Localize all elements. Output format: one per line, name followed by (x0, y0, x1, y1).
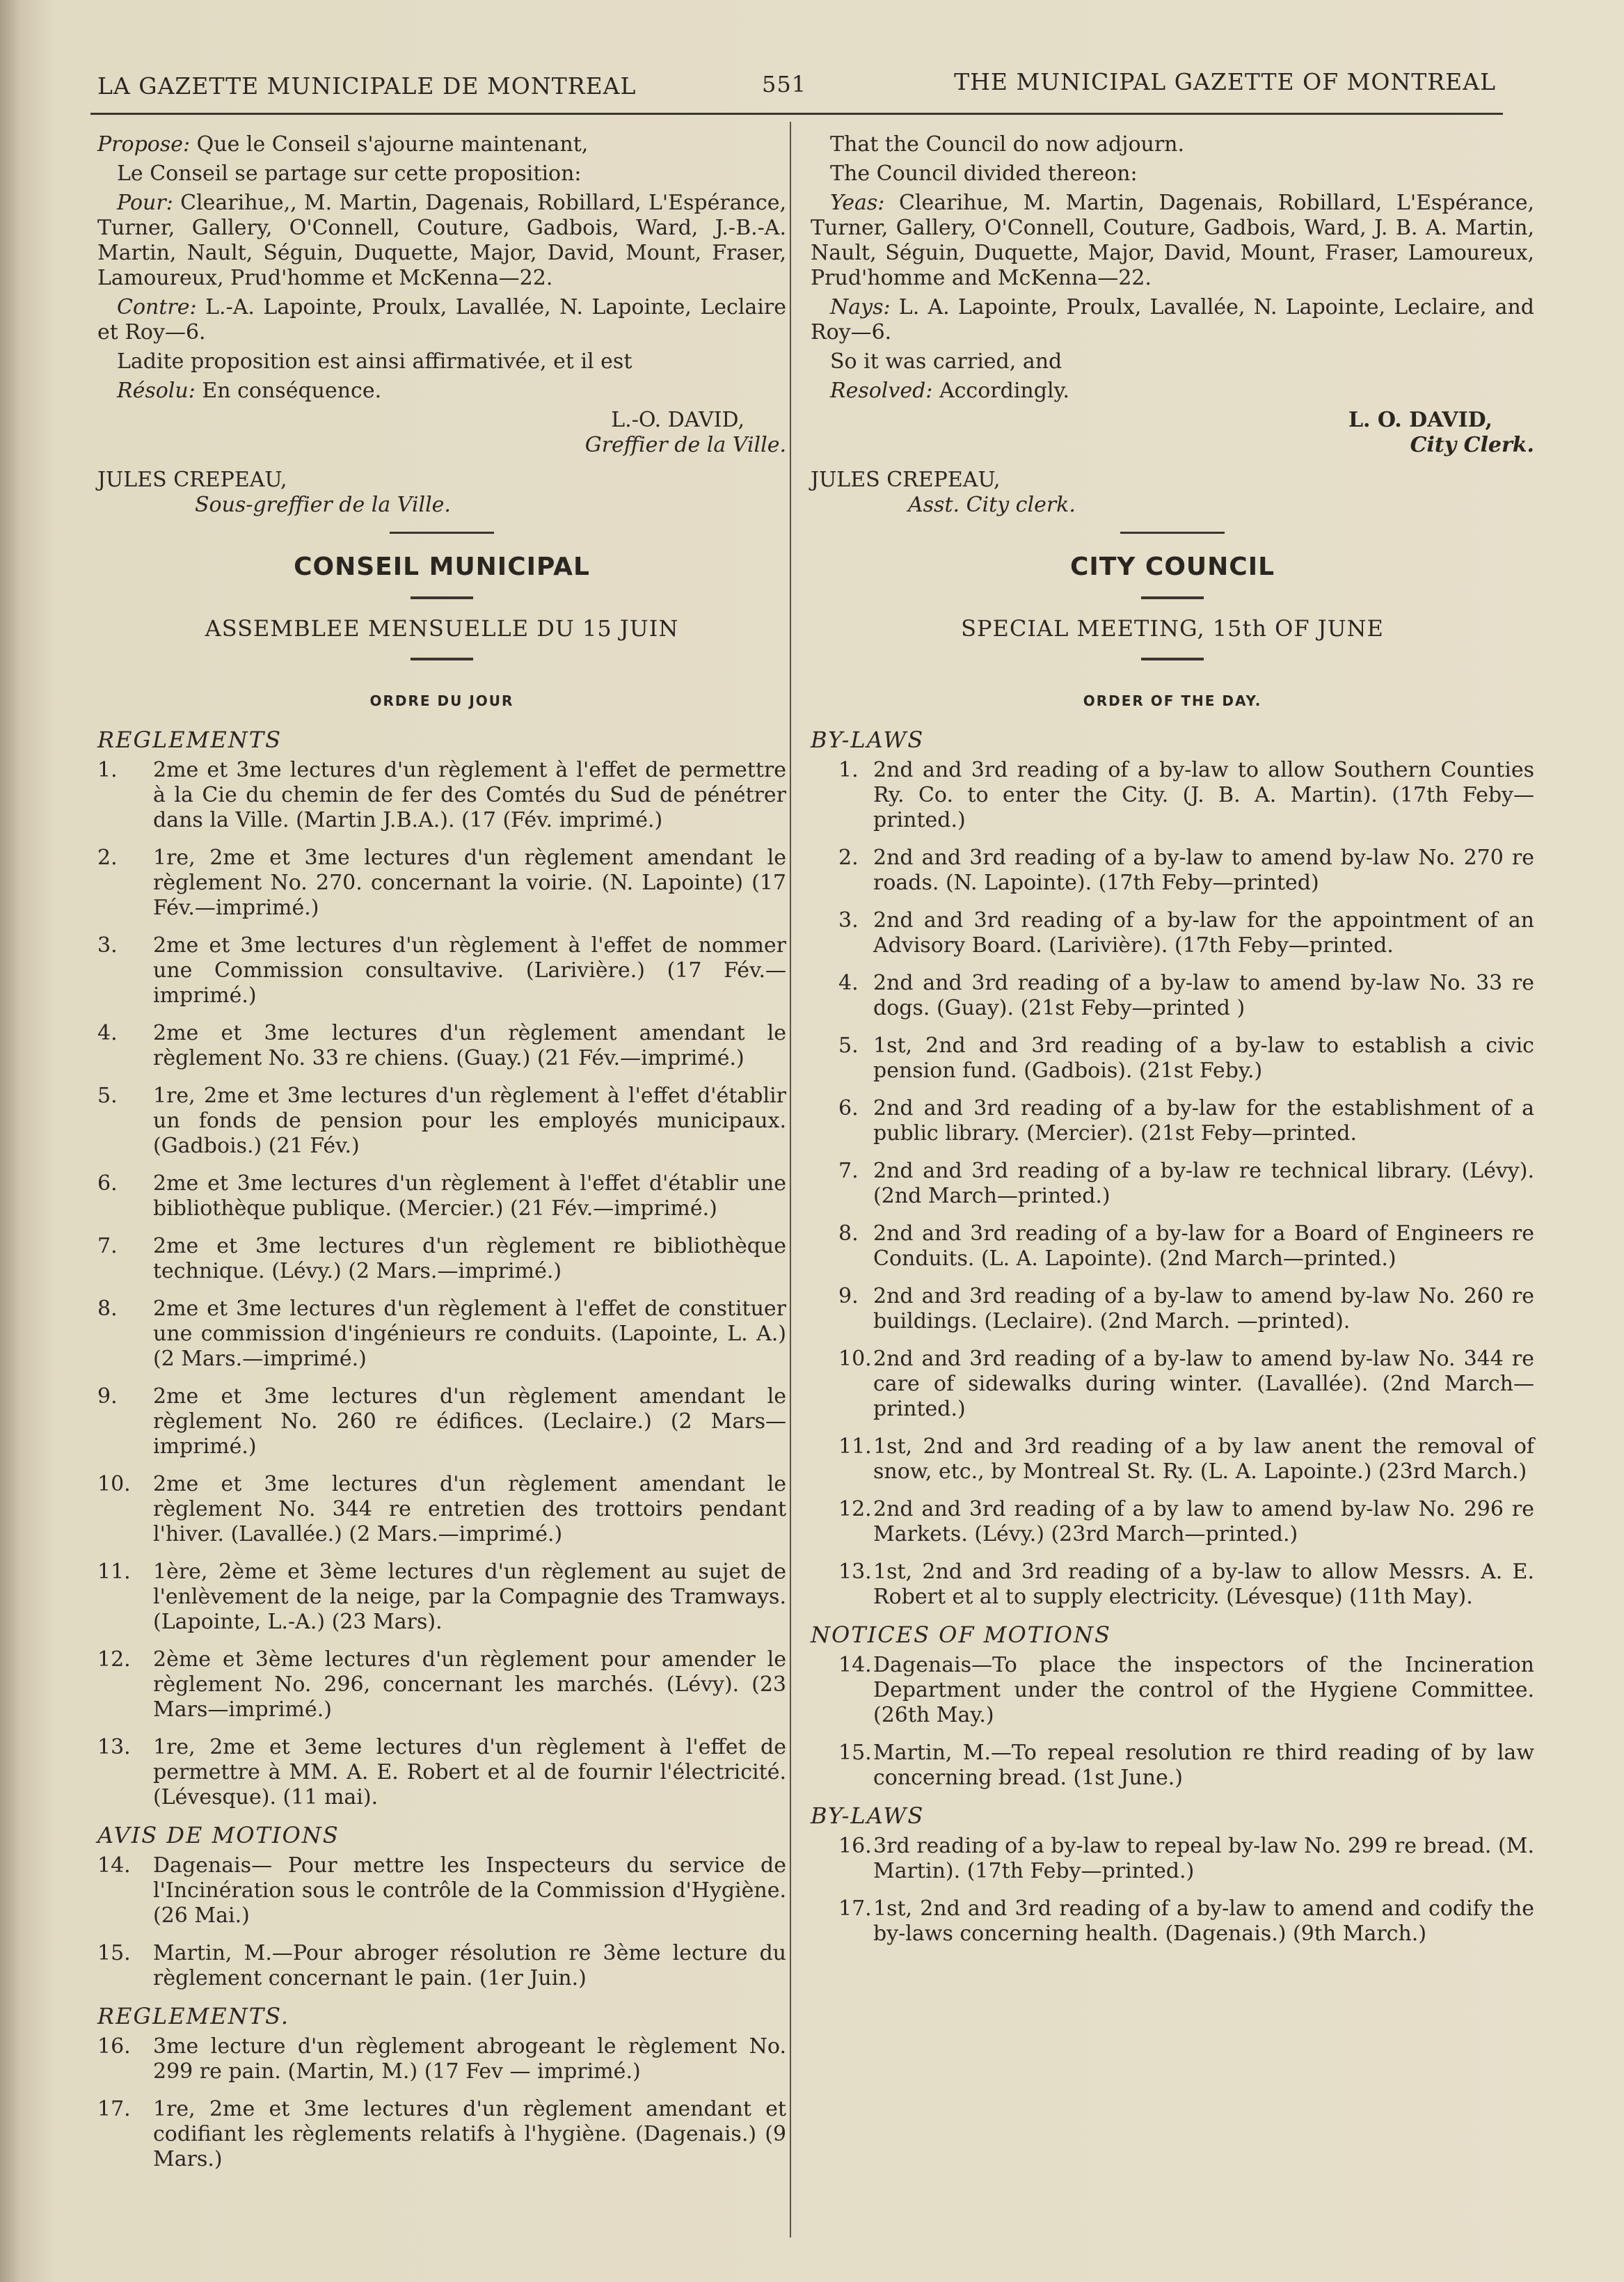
agenda-item-text: Dagenais— Pour mettre les Inspecteurs du service de l'Incinération sous le contrôle de la Commission d'Hygiène. (26 Mai.) (153, 1853, 786, 1928)
agenda-item (97, 1472, 786, 1547)
agenda-item (811, 1560, 1534, 1610)
clerk-signature-title: City Clerk. (1410, 433, 1534, 457)
agenda-item-number: 3. (97, 933, 118, 958)
agenda-item-text: 3rd reading of a by-law to repeal by-law No. 299 re bread. (M. Martin). (17th Feby—printed.) (873, 1834, 1534, 1883)
assistant-name: JULES CREPEAU, (97, 468, 287, 492)
agenda-item-text: Martin, M.—To repeal resolution re third reading of by law concerning bread. (1st June.) (873, 1741, 1534, 1790)
council-title: CONSEIL MUNICIPAL (294, 553, 590, 581)
agenda-item (97, 1647, 786, 1722)
english-column (811, 132, 1534, 1959)
agenda-item (811, 1096, 1534, 1146)
agenda-item-number: 12. (838, 1497, 872, 1521)
header-title-en: THE MUNICIPAL GAZETTE OF MONTREAL (954, 68, 1496, 95)
agenda-item-text: 1st, 2nd and 3rd reading of a by-law to amend and codify the by-laws concerning health. (Dagenais.) (9th March.) (873, 1896, 1534, 1946)
subtitle-rule (411, 658, 473, 660)
agenda-item (811, 1033, 1534, 1084)
agenda-item-text: 2nd and 3rd reading of a by-law re technical library. (Lévy). (2nd March—printed.) (873, 1159, 1534, 1208)
agenda-item-number: 17. (838, 1896, 872, 1921)
section-heading: NOTICES OF MOTIONS (811, 1622, 1111, 1648)
meeting-subtitle: SPECIAL MEETING, 15th OF JUNE (961, 615, 1384, 642)
agenda-item-text: 1re, 2me et 3me lectures d'un règlement amendant le règlement No. 270. concernant la voirie. (N. Lapointe) (17 Fév.—imprimé.) (153, 846, 786, 920)
section-heading: BY-LAWS (811, 727, 925, 753)
agenda-item-number: 14. (97, 1853, 131, 1878)
agenda-item-text: 1st, 2nd and 3rd reading of a by-law to allow Messrs. A. E. Robert et al to supply electricity. (Lévesque) (11th May). (873, 1560, 1534, 1609)
order-of-day: ORDRE DU JOUR (369, 692, 514, 709)
agenda-item (97, 2097, 786, 2172)
agenda-item (97, 1171, 786, 1221)
agenda-item (811, 1434, 1534, 1484)
header-title-fr: LA GAZETTE MUNICIPALE DE MONTREAL (97, 72, 637, 100)
intro-paragraph: Propose: Que le Conseil s'ajourne maintenant, (97, 132, 589, 157)
section-heading: REGLEMENTS (97, 727, 282, 753)
order-of-day: ORDER OF THE DAY. (1083, 692, 1262, 709)
agenda-item (97, 1735, 786, 1810)
agenda-item (811, 1896, 1534, 1947)
intro-paragraph: Resolved: Accordingly. (830, 379, 1070, 403)
agenda-item (97, 758, 786, 833)
french-column (97, 132, 786, 2185)
agenda-item (811, 1741, 1534, 1791)
agenda-item (811, 758, 1534, 833)
clerk-signature-name: L.-O. DAVID, (611, 408, 745, 432)
intro-paragraph: That the Council do now adjourn. (830, 132, 1185, 157)
agenda-item-text: 2nd and 3rd reading of a by-law to amend by-law No. 344 re care of sidewalks during winter. (Lavallée). (2nd March—printed.) (873, 1347, 1534, 1421)
agenda-item-text: 1re, 2me et 3me lectures d'un règlement à l'effet d'établir un fonds de pension pour les employés municipaux. (Gadbois.) (21 Fév.) (153, 1084, 786, 1158)
agenda-item-number: 17. (97, 2097, 131, 2121)
intro-paragraph: So it was carried, and (830, 349, 1062, 374)
agenda-item-number: 6. (838, 1096, 859, 1120)
assistant-title: Asst. City clerk. (908, 493, 1076, 517)
agenda-item-text: 2me et 3me lectures d'un règlement à l'effet de constituer une commission d'ingénieurs re conduits. (Lapointe, L. A.) (2 Mars.—imprimé.) (153, 1297, 786, 1371)
agenda-item (97, 1021, 786, 1071)
agenda-item-text: 2me et 3me lectures d'un règlement re bibliothèque technique. (Lévy.) (2 Mars.—imprimé.) (153, 1234, 786, 1283)
assistant-title: Sous-greffier de la Ville. (195, 493, 451, 517)
agenda-item-text: 2me et 3me lectures d'un règlement à l'effet de nommer une Commission consultavive. (Larivière.) (17 Fév.—imprimé.) (153, 933, 786, 1008)
agenda-item-text: 2nd and 3rd reading of a by-law to amend by-law No. 260 re buildings. (Leclaire). (2nd March. —printed). (873, 1284, 1534, 1333)
agenda-sections (97, 727, 786, 2172)
agenda-item-number: 10. (838, 1347, 872, 1371)
intro-paragraph: Résolu: En conséquence. (117, 379, 382, 403)
agenda-item (811, 846, 1534, 896)
agenda-item-number: 11. (838, 1434, 872, 1459)
intro-paragraph: Ladite proposition est ainsi affirmativée, et il est (117, 349, 632, 374)
agenda-item-number: 15. (97, 1941, 131, 1965)
agenda-item-number: 8. (97, 1297, 118, 1321)
clerk-signature-name: L. O. DAVID, (1348, 408, 1492, 432)
column-divider (790, 122, 791, 2237)
agenda-item-number: 2. (97, 846, 118, 870)
section-heading: AVIS DE MOTIONS (97, 1822, 340, 1848)
agenda-item-text: 2nd and 3rd reading of a by law to amend by-law No. 296 re Markets. (Lévy.) (23rd March—printed.) (873, 1497, 1534, 1546)
agenda-item-text: 1st, 2nd and 3rd reading of a by law anent the removal of snow, etc., by Montreal St. Ry. (L. A. Lapointe.) (23rd March.) (873, 1434, 1534, 1484)
agenda-item-text: Martin, M.—Pour abroger résolution re 3ème lecture du règlement concernant le pain. (1er Juin.) (153, 1941, 786, 1990)
agenda-item (97, 2034, 786, 2084)
agenda-item-number: 2. (838, 846, 859, 870)
section-heading: REGLEMENTS. (97, 2003, 290, 2029)
agenda-item-number: 7. (838, 1159, 859, 1183)
agenda-item-text: 2nd and 3rd reading of a by-law to amend by-law No. 33 re dogs. (Guay). (21st Feby—printed ) (873, 971, 1534, 1020)
section-rule (390, 532, 494, 534)
assistant-name: JULES CREPEAU, (811, 468, 1001, 492)
agenda-item-number: 12. (97, 1647, 131, 1672)
agenda-item-text: 2nd and 3rd reading of a by-law for the establishment of a public library. (Mercier). (21st Feby—printed. (873, 1096, 1534, 1146)
intro-paragraph: Yeas: Clearihue, M. Martin, Dagenais, Robillard, L'Espérance, Turner, Gallery, O'Connell, Couture, Gadbois, Ward, J. B. A. Martin, Nault, Séguin, Duquette, Major, David, Mount, Fraser, Lamoureux, Prud'homme and McKenna—22. (811, 191, 1534, 290)
agenda-item (97, 933, 786, 1008)
agenda-item-text: 1re, 2me et 3eme lectures d'un règlement à l'effet de permettre à MM. A. E. Robert et al de fournir l'électricité. (Lévesque). (11 mai). (153, 1735, 786, 1809)
agenda-item (811, 1221, 1534, 1271)
agenda-item-number: 4. (838, 971, 859, 995)
agenda-item-number: 11. (97, 1560, 131, 1584)
agenda-item-number: 16. (838, 1834, 872, 1858)
title-rule (411, 596, 473, 599)
agenda-sections (811, 727, 1534, 1947)
meeting-subtitle: ASSEMBLEE MENSUELLE DU 15 JUIN (205, 615, 679, 642)
agenda-item-number: 8. (838, 1221, 859, 1246)
agenda-item-number: 16. (97, 2034, 131, 2059)
assistant-signature (811, 468, 1534, 518)
agenda-item (97, 1384, 786, 1459)
agenda-item-text: 2me et 3me lectures d'un règlement amendant le règlement No. 344 re entretien des trottoirs pendant l'hiver. (Lavallée.) (2 Mars.—imprimé.) (153, 1472, 786, 1546)
agenda-item (97, 1297, 786, 1372)
agenda-item-text: 1ère, 2ème et 3ème lectures d'un règlement au sujet de l'enlèvement de la neige, par la Compagnie des Tramways. (Lapointe, L.-A.) (23 Mars). (153, 1560, 786, 1634)
agenda-item (811, 971, 1534, 1021)
intro-paragraph: Pour: Clearihue,, M. Martin, Dagenais, Robillard, L'Espérance, Turner, Gallery, O'Connell, Couture, Gadbois, Ward, J.-B.-A. Martin, Nault, Séguin, Duquette, Major, David, Mount, Fraser, Lamoureux, Prud'homme et McKenna—22. (97, 191, 786, 290)
agenda-item-number: 6. (97, 1171, 118, 1196)
agenda-item-number: 3. (838, 908, 859, 933)
agenda-item (811, 1834, 1534, 1884)
agenda-item-number: 5. (97, 1084, 118, 1108)
council-title: CITY COUNCIL (1069, 553, 1275, 581)
agenda-item-number: 5. (838, 1033, 859, 1058)
intro-paragraph: Contre: L.-A. Lapointe, Proulx, Lavallée, N. Lapointe, Leclaire et Roy—6. (97, 295, 786, 344)
agenda-item (811, 908, 1534, 958)
agenda-item-number: 13. (97, 1735, 131, 1759)
agenda-item-text: 2nd and 3rd reading of a by-law to amend by-law No. 270 re roads. (N. Lapointe). (17th Feby—printed) (873, 846, 1534, 895)
agenda-item-number: 10. (97, 1472, 131, 1496)
agenda-item-text: Dagenais—To place the inspectors of the Incineration Department under the control of the Hygiene Committee. (26th May.) (873, 1653, 1534, 1727)
section-rule (1120, 532, 1225, 534)
agenda-item (97, 1560, 786, 1635)
agenda-item (811, 1347, 1534, 1422)
intro-block (811, 132, 1534, 404)
agenda-item-text: 2ème et 3ème lectures d'un règlement pour amender le règlement No. 296, concernant les marchés. (Lévy). (23 Mars—imprimé.) (153, 1647, 786, 1722)
agenda-item-number: 9. (838, 1284, 859, 1308)
agenda-item-number: 14. (838, 1653, 872, 1677)
agenda-item-number: 13. (838, 1560, 872, 1584)
agenda-item-number: 1. (838, 758, 859, 782)
title-rule (1141, 596, 1204, 599)
agenda-item-text: 3me lecture d'un règlement abrogeant le règlement No. 299 re pain. (Martin, M.) (17 Fev — imprimé.) (153, 2034, 786, 2084)
intro-paragraph: Nays: L. A. Lapointe, Proulx, Lavallée, N. Lapointe, Leclaire, and Roy—6. (811, 295, 1534, 344)
agenda-item (97, 1084, 786, 1159)
agenda-item (811, 1159, 1534, 1209)
agenda-item (97, 846, 786, 921)
agenda-item (97, 1853, 786, 1928)
agenda-item (97, 1941, 786, 1991)
agenda-item-text: 2me et 3me lectures d'un règlement amendant le règlement No. 33 re chiens. (Guay.) (21 Fév.—imprimé.) (153, 1021, 786, 1070)
clerk-signature-title: Greffier de la Ville. (584, 433, 786, 457)
agenda-item-text: 1re, 2me et 3me lectures d'un règlement amendant et codifiant les règlements relatifs à l'hygiène. (Dagenais.) (9 Mars.) (153, 2097, 786, 2171)
subtitle-rule (1141, 658, 1204, 660)
page-number: 551 (762, 71, 807, 97)
agenda-item-number: 1. (97, 758, 118, 782)
agenda-item-number: 15. (838, 1741, 872, 1765)
agenda-item (97, 1234, 786, 1284)
intro-paragraph: Le Conseil se partage sur cette proposition: (117, 161, 582, 186)
agenda-item-text: 1st, 2nd and 3rd reading of a by-law to establish a civic pension fund. (Gadbois). (21st Feby.) (873, 1033, 1534, 1083)
agenda-item-text: 2me et 3me lectures d'un règlement amendant le règlement No. 260 re édifices. (Leclaire.) (2 Mars—imprimé.) (153, 1384, 786, 1459)
agenda-item-text: 2nd and 3rd reading of a by-law for the appointment of an Advisory Board. (Larivière). (17th Feby—printed. (873, 908, 1534, 958)
agenda-item-number: 9. (97, 1384, 118, 1409)
agenda-item (811, 1284, 1534, 1334)
agenda-item-text: 2me et 3me lectures d'un règlement à l'effet d'établir une bibliothèque publique. (Mercier.) (21 Fév.—imprimé.) (153, 1171, 786, 1221)
intro-paragraph: The Council divided thereon: (830, 161, 1138, 186)
intro-block (97, 132, 786, 404)
agenda-item (811, 1497, 1534, 1547)
agenda-item-text: 2nd and 3rd reading of a by-law for a Board of Engineers re Conduits. (L. A. Lapointe). (2nd March—printed.) (873, 1221, 1534, 1271)
agenda-item-text: 2nd and 3rd reading of a by-law to allow Southern Counties Ry. Co. to enter the City. (J. B. A. Martin). (17th Feby—printed.) (873, 758, 1534, 832)
agenda-item-number: 4. (97, 1021, 118, 1045)
agenda-item (811, 1653, 1534, 1728)
agenda-item-number: 7. (97, 1234, 118, 1258)
running-head (90, 64, 1503, 115)
section-heading: BY-LAWS (811, 1802, 925, 1829)
agenda-item-text: 2me et 3me lectures d'un règlement à l'effet de permettre à la Cie du chemin de fer des Comtés du Sud de pénétrer dans la Ville. (Martin J.B.A.). (17 (Fév. imprimé.) (153, 758, 786, 832)
assistant-signature (97, 468, 786, 518)
